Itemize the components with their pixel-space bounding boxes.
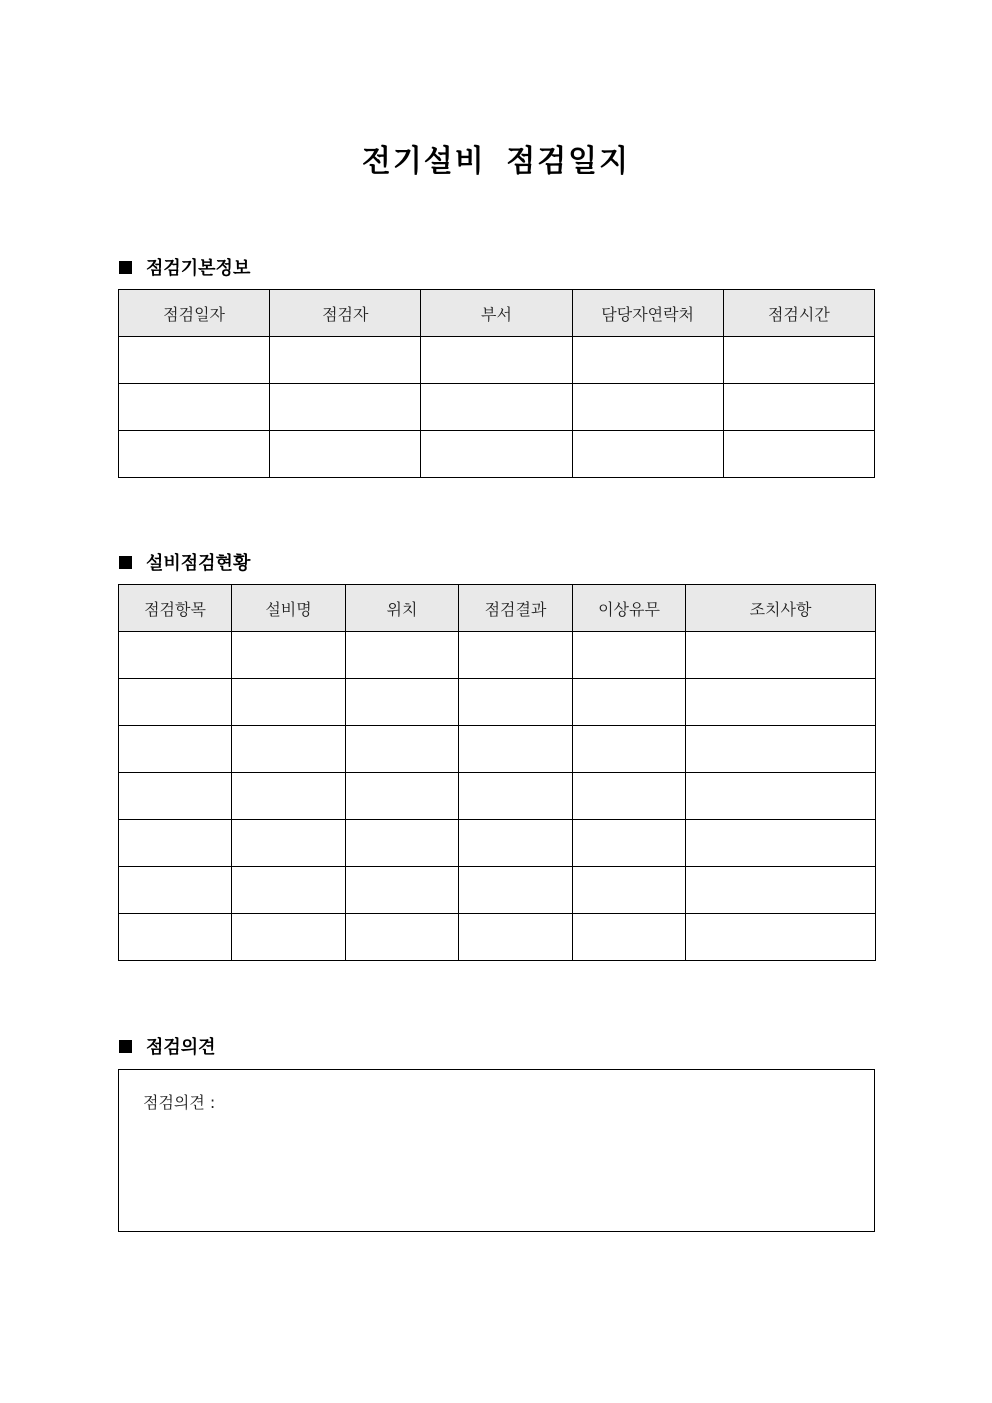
table-cell[interactable] <box>232 632 346 679</box>
inspection-time-input[interactable] <box>724 431 874 477</box>
section-heading-label: 점검기본정보 <box>146 258 251 279</box>
column-header-equipment-name: 설비명 <box>232 585 346 632</box>
inspection-result-input[interactable] <box>459 867 572 913</box>
section-heading-label: 설비점검현황 <box>146 553 251 574</box>
column-header-action-taken: 조치사항 <box>686 585 876 632</box>
location-input[interactable] <box>346 726 458 772</box>
table-cell[interactable] <box>232 679 346 726</box>
table-cell[interactable] <box>459 773 573 820</box>
abnormality-input[interactable] <box>573 820 685 866</box>
location-input[interactable] <box>346 914 458 960</box>
department-input[interactable] <box>421 337 571 383</box>
inspection-item-input[interactable] <box>119 679 231 725</box>
inspection-item-input[interactable] <box>119 867 231 913</box>
table-cell[interactable] <box>119 337 270 384</box>
black-square-icon <box>119 261 132 274</box>
table-cell[interactable] <box>232 914 346 961</box>
table-row <box>119 820 876 867</box>
table-cell[interactable] <box>459 679 573 726</box>
section-heading-basic-info <box>119 254 250 280</box>
table-cell[interactable] <box>346 867 459 914</box>
opinion-label: 점검의견 : <box>143 1093 216 1112</box>
table-cell[interactable] <box>346 726 459 773</box>
table-row <box>119 726 876 773</box>
contact-input[interactable] <box>573 431 723 477</box>
column-header-inspection-time: 점검시간 <box>723 290 874 337</box>
table-cell[interactable] <box>573 867 686 914</box>
table-cell[interactable] <box>686 914 876 961</box>
inspection-item-input[interactable] <box>119 632 231 678</box>
black-square-icon <box>119 556 132 569</box>
table-cell[interactable] <box>119 632 232 679</box>
location-input[interactable] <box>346 773 458 819</box>
table-cell[interactable] <box>119 914 232 961</box>
table-cell[interactable] <box>572 431 723 478</box>
inspection-result-input[interactable] <box>459 914 572 960</box>
section-heading-equipment-status <box>119 549 250 575</box>
table-cell[interactable] <box>346 773 459 820</box>
inspection-date-input[interactable] <box>119 431 269 477</box>
contact-input[interactable] <box>573 384 723 430</box>
table-cell[interactable] <box>459 632 573 679</box>
action-taken-input[interactable] <box>686 773 875 819</box>
table-cell[interactable] <box>232 867 346 914</box>
column-header-inspection-date: 점검일자 <box>119 290 270 337</box>
inspection-result-input[interactable] <box>459 632 572 678</box>
action-taken-input[interactable] <box>686 867 875 913</box>
table-row <box>119 384 875 431</box>
table-row <box>119 337 875 384</box>
equipment-name-input[interactable] <box>232 867 345 913</box>
equipment-status-table <box>118 584 876 961</box>
table-cell[interactable] <box>572 384 723 431</box>
table-cell[interactable] <box>270 337 421 384</box>
inspector-input[interactable] <box>270 431 420 477</box>
document-title: 전기설비 점검일지 <box>361 144 631 179</box>
abnormality-input[interactable] <box>573 867 685 913</box>
abnormality-input[interactable] <box>573 773 685 819</box>
table-cell[interactable] <box>572 337 723 384</box>
opinion-textarea[interactable] <box>229 1084 858 1217</box>
black-square-icon <box>119 1040 132 1053</box>
abnormality-input[interactable] <box>573 632 685 678</box>
action-taken-input[interactable] <box>686 632 875 678</box>
column-header-contact: 담당자연락처 <box>572 290 723 337</box>
inspection-result-input[interactable] <box>459 773 572 819</box>
location-input[interactable] <box>346 679 458 725</box>
table-cell[interactable] <box>232 773 346 820</box>
basic-info-table <box>118 289 875 478</box>
inspection-item-input[interactable] <box>119 820 231 866</box>
table-row <box>119 679 876 726</box>
table-row <box>119 867 876 914</box>
location-input[interactable] <box>346 632 458 678</box>
table-cell[interactable] <box>573 773 686 820</box>
location-input[interactable] <box>346 867 458 913</box>
column-header-inspection-result: 점검결과 <box>459 585 573 632</box>
equipment-name-input[interactable] <box>232 773 345 819</box>
table-cell[interactable] <box>119 867 232 914</box>
inspection-item-input[interactable] <box>119 914 231 960</box>
table-cell[interactable] <box>573 726 686 773</box>
table-cell[interactable] <box>421 431 572 478</box>
table-cell[interactable] <box>573 632 686 679</box>
table-cell[interactable] <box>119 679 232 726</box>
table-cell[interactable] <box>459 914 573 961</box>
column-header-department: 부서 <box>421 290 572 337</box>
abnormality-input[interactable] <box>573 679 685 725</box>
table-cell[interactable] <box>686 679 876 726</box>
action-taken-input[interactable] <box>686 679 875 725</box>
table-cell[interactable] <box>723 431 874 478</box>
table-cell[interactable] <box>421 337 572 384</box>
abnormality-input[interactable] <box>573 914 685 960</box>
table-cell[interactable] <box>573 679 686 726</box>
table-cell[interactable] <box>421 384 572 431</box>
table-cell[interactable] <box>119 773 232 820</box>
table-header-row <box>119 290 875 337</box>
table-cell[interactable] <box>723 337 874 384</box>
table-cell[interactable] <box>119 384 270 431</box>
table-row <box>119 914 876 961</box>
inspection-date-input[interactable] <box>119 384 269 430</box>
action-taken-input[interactable] <box>686 726 875 772</box>
table-cell[interactable] <box>232 726 346 773</box>
abnormality-input[interactable] <box>573 726 685 772</box>
table-cell[interactable] <box>686 867 876 914</box>
section-heading-label: 점검의견 <box>146 1037 216 1058</box>
column-header-abnormality: 이상유무 <box>573 585 686 632</box>
table-row <box>119 632 876 679</box>
action-taken-input[interactable] <box>686 820 875 866</box>
equipment-name-input[interactable] <box>232 820 345 866</box>
table-row <box>119 431 875 478</box>
inspection-date-input[interactable] <box>119 337 269 383</box>
inspection-time-input[interactable] <box>724 384 874 430</box>
table-cell[interactable] <box>119 431 270 478</box>
table-row <box>119 773 876 820</box>
table-cell[interactable] <box>346 820 459 867</box>
table-cell[interactable] <box>270 384 421 431</box>
inspection-result-input[interactable] <box>459 726 572 772</box>
equipment-name-input[interactable] <box>232 726 345 772</box>
table-cell[interactable] <box>723 384 874 431</box>
department-input[interactable] <box>421 431 571 477</box>
inspection-item-input[interactable] <box>119 773 231 819</box>
table-cell[interactable] <box>459 867 573 914</box>
table-cell[interactable] <box>346 679 459 726</box>
table-cell[interactable] <box>686 773 876 820</box>
inspection-item-input[interactable] <box>119 726 231 772</box>
action-taken-input[interactable] <box>686 914 875 960</box>
department-input[interactable] <box>421 384 571 430</box>
table-cell[interactable] <box>686 820 876 867</box>
table-cell[interactable] <box>573 820 686 867</box>
location-input[interactable] <box>346 820 458 866</box>
equipment-name-input[interactable] <box>232 914 345 960</box>
table-header-row <box>119 585 876 632</box>
table-cell[interactable] <box>346 632 459 679</box>
section-heading-opinion <box>119 1033 216 1059</box>
table-cell[interactable] <box>573 914 686 961</box>
contact-input[interactable] <box>573 337 723 383</box>
column-header-inspection-item: 점검항목 <box>119 585 232 632</box>
table-cell[interactable] <box>686 726 876 773</box>
inspector-input[interactable] <box>270 337 420 383</box>
opinion-box <box>118 1069 875 1232</box>
table-cell[interactable] <box>459 820 573 867</box>
inspection-result-input[interactable] <box>459 820 572 866</box>
table-cell[interactable] <box>270 431 421 478</box>
table-cell[interactable] <box>346 914 459 961</box>
column-header-inspector: 점검자 <box>270 290 421 337</box>
table-cell[interactable] <box>119 726 232 773</box>
inspector-input[interactable] <box>270 384 420 430</box>
equipment-name-input[interactable] <box>232 632 345 678</box>
table-cell[interactable] <box>232 820 346 867</box>
equipment-name-input[interactable] <box>232 679 345 725</box>
table-cell[interactable] <box>686 632 876 679</box>
column-header-location: 위치 <box>346 585 459 632</box>
table-cell[interactable] <box>119 820 232 867</box>
inspection-time-input[interactable] <box>724 337 874 383</box>
inspection-result-input[interactable] <box>459 679 572 725</box>
table-cell[interactable] <box>459 726 573 773</box>
